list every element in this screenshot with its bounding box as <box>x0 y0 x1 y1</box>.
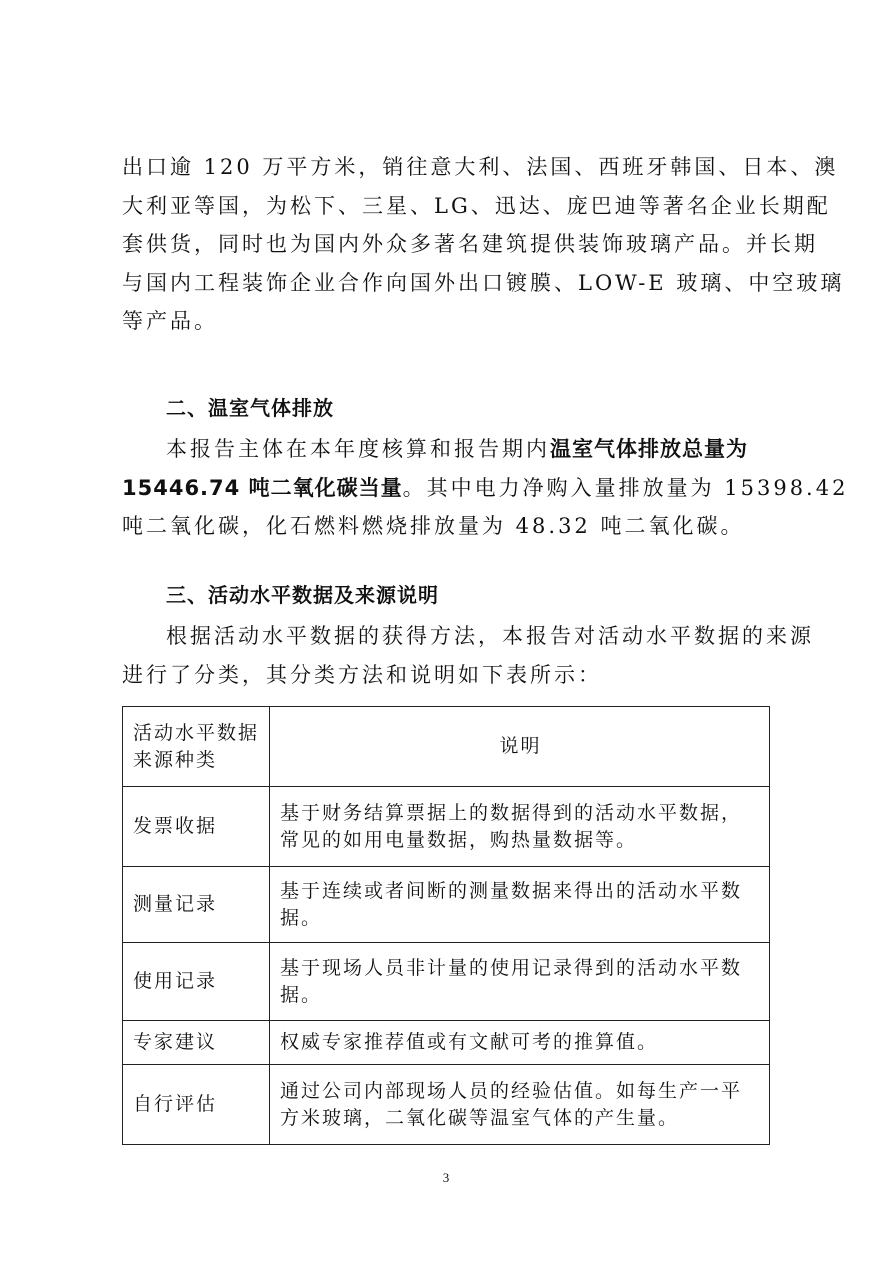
emissions-text: 。其中电力净购入量排放量为 15398.42 <box>402 475 849 500</box>
paragraph-line: 大利亚等国，为松下、三星、LG、迅达、庞巴迪等著名企业长期配 <box>122 193 831 218</box>
activity-data-source-table <box>122 706 770 1145</box>
page-number: 3 <box>442 1170 450 1185</box>
table-header-cell: 说明 <box>270 707 770 787</box>
section-heading-emissions: 二、温室气体排放 <box>166 396 334 420</box>
activity-data-paragraph <box>122 617 814 694</box>
table-cell-type: 使用记录 <box>123 943 270 1021</box>
intro-paragraph <box>122 148 845 341</box>
table-cell-type: 自行评估 <box>123 1065 270 1145</box>
paragraph-line: 吨二氧化碳，化石燃料燃烧排放量为 48.32 吨二氧化碳。 <box>122 514 745 538</box>
paragraph-line: 套供货，同时也为国内外众多著名建筑提供装饰玻璃产品。并长期 <box>122 232 818 256</box>
table-cell-desc: 基于财务结算票据上的数据得到的活动水平数据，常见的如用电量数据，购热量数据等。 <box>270 787 770 867</box>
paragraph-line: 进行了分类，其分类方法和说明如下表所示： <box>122 662 602 687</box>
table-row <box>123 1065 770 1145</box>
table-header-row <box>123 707 770 787</box>
section-heading-activity-data: 三、活动水平数据及来源说明 <box>166 583 439 607</box>
emissions-total-value: 15446.74 吨二氧化碳当量 <box>122 475 403 500</box>
table-cell-desc: 基于现场人员非计量的使用记录得到的活动水平数据。 <box>270 943 770 1021</box>
table-row <box>123 943 770 1021</box>
table-header-cell: 活动水平数据来源种类 <box>123 707 270 787</box>
paragraph-line <box>122 469 849 508</box>
table-cell-type: 测量记录 <box>123 867 270 943</box>
paragraph-line: 与国内工程装饰企业合作向国外出口镀膜、LOW-E 玻璃、中空玻璃 <box>122 270 845 295</box>
paragraph-line: 等产品。 <box>122 309 218 333</box>
table-cell-type: 发票收据 <box>123 787 270 867</box>
emissions-paragraph <box>122 430 849 546</box>
paragraph-line <box>122 430 772 469</box>
table-row <box>123 787 770 867</box>
table-cell-type: 专家建议 <box>123 1021 270 1065</box>
emissions-total-label: 温室气体排放总量为 <box>550 437 748 461</box>
table-row <box>123 867 770 943</box>
table-cell-desc: 权威专家推荐值或有文献可考的推算值。 <box>270 1021 770 1065</box>
paragraph-line: 根据活动水平数据的获得方法，本报告对活动水平数据的来源 <box>166 624 814 648</box>
table-cell-desc: 通过公司内部现场人员的经验估值。如每生产一平方米玻璃，二氧化碳等温室气体的产生量。 <box>270 1065 770 1145</box>
emissions-text: 本报告主体在本年度核算和报告期内 <box>166 437 550 461</box>
paragraph-line: 出口逾 120 万平方米，销往意大利、法国、西班牙韩国、日本、澳 <box>122 155 839 179</box>
table-cell-desc: 基于连续或者间断的测量数据来得出的活动水平数据。 <box>270 867 770 943</box>
table-row <box>123 1021 770 1065</box>
